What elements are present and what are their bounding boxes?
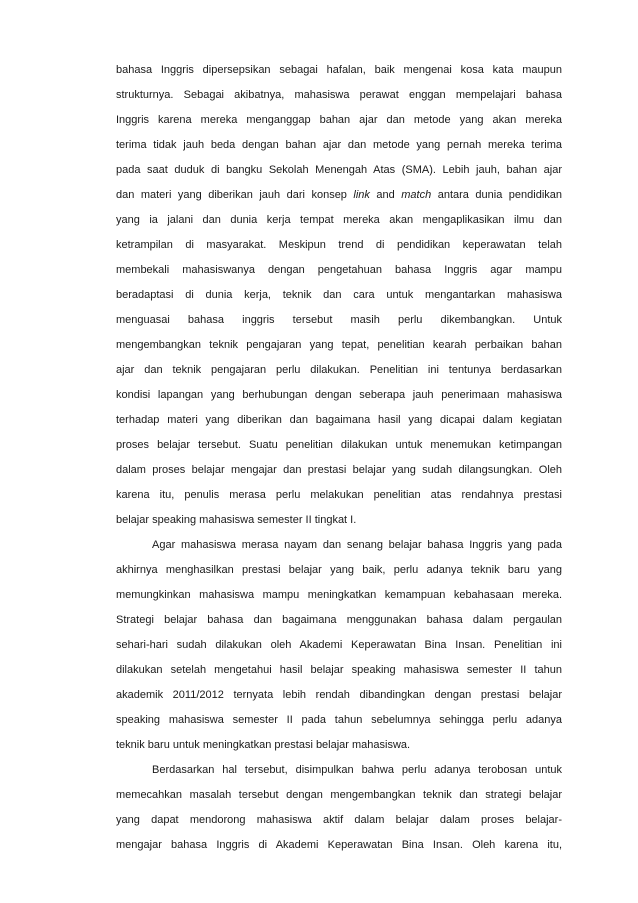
- paragraph-line: terima tidak jauh beda dengan bahan ajar dan metode yang pernah mereka terima: [116, 139, 562, 151]
- italic-term-match: match: [401, 189, 432, 201]
- paragraph-line: sehari-hari sudah dilakukan oleh Akademi Keperawatan Bina Insan. Penelitian ini: [116, 639, 562, 651]
- paragraph-first-line: Berdasarkan hal tersebut, disimpulkan bahwa perlu adanya terobosan untuk: [152, 764, 562, 776]
- paragraph-line: menguasai bahasa inggris tersebut masih perlu dikembangkan. Untuk: [116, 314, 562, 326]
- paragraph-line: karena itu, penulis merasa perlu melakukan penelitian atas rendahnya prestasi: [116, 489, 562, 501]
- paragraph-line: beradaptasi di dunia kerja, teknik dan cara untuk mengantarkan mahasiswa: [116, 289, 562, 301]
- paragraph-line: akademik 2011/2012 ternyata lebih rendah dibandingkan dengan prestasi belajar: [116, 689, 562, 701]
- paragraph-line: belajar speaking mahasiswa semester II tingkat I.: [116, 514, 357, 526]
- paragraph-line: ketrampilan di masyarakat. Meskipun trend di pendidikan keperawatan telah: [116, 239, 562, 251]
- paragraph-line: teknik baru untuk meningkatkan prestasi belajar mahasiswa.: [116, 739, 411, 751]
- paragraph-line: ajar dan teknik pengajaran perlu dilakukan. Penelitian ini tentunya berdasarkan: [116, 364, 562, 376]
- paragraph-line: yang dapat mendorong mahasiswa aktif dalam belajar dalam proses belajar-: [116, 814, 562, 826]
- paragraph-line: memecahkan masalah tersebut dengan mengembangkan teknik dan strategi belajar: [116, 789, 562, 801]
- text-segment: antara dunia pendidikan: [431, 189, 562, 201]
- paragraph-line: kondisi lapangan yang berhubungan dengan seberapa jauh penerimaan mahasiswa: [116, 389, 562, 401]
- paragraph-line: membekali mahasiswanya dengan pengetahuan bahasa Inggris agar mampu: [116, 264, 562, 276]
- text-segment: dan materi yang diberikan jauh dari konsep: [116, 189, 354, 201]
- paragraph-line: memungkinkan mahasiswa mampu meningkatkan kemampuan kebahasaan mereka.: [116, 589, 562, 601]
- paragraph-line: pada saat duduk di bangku Sekolah Menengah Atas (SMA). Lebih jauh, bahan ajar: [116, 164, 562, 176]
- paragraph-line: mengajar bahasa Inggris di Akademi Keperawatan Bina Insan. Oleh karena itu,: [116, 839, 562, 851]
- italic-term-link: link: [353, 189, 370, 201]
- paragraph-line: bahasa Inggris dipersepsikan sebagai hafalan, baik mengenai kosa kata maupun: [116, 64, 562, 76]
- paragraph-first-line: Agar mahasiswa merasa nayam dan senang belajar bahasa Inggris yang pada: [152, 539, 562, 551]
- paragraph-line: strukturnya. Sebagai akibatnya, mahasiswa perawat enggan mempelajari bahasa: [116, 89, 562, 101]
- paragraph-line-with-italics: [116, 187, 562, 203]
- paragraph-line: dalam proses belajar mengajar dan prestasi belajar yang sudah dilangsungkan. Oleh: [116, 464, 562, 476]
- paragraph-line: dilakukan setelah mengetahui hasil belajar speaking mahasiswa semester II tahun: [116, 664, 562, 676]
- paragraph-line: akhirnya menghasilkan prestasi belajar yang baik, perlu adanya teknik baru yang: [116, 564, 562, 576]
- paragraph-line: proses belajar tersebut. Suatu penelitian dilakukan untuk menemukan ketimpangan: [116, 439, 562, 451]
- paragraph-line: yang ia jalani dan dunia kerja tempat mereka akan mengaplikasikan ilmu dan: [116, 214, 562, 226]
- text-segment: and: [369, 189, 402, 201]
- paragraph-line: Strategi belajar bahasa dan bagaimana menggunakan bahasa dalam pergaulan: [116, 614, 562, 626]
- paragraph-line: Inggris karena mereka menganggap bahan ajar dan metode yang akan mereka: [116, 114, 562, 126]
- paragraph-line: terhadap materi yang diberikan dan bagaimana hasil yang dicapai dalam kegiatan: [116, 414, 562, 426]
- paragraph-line: speaking mahasiswa semester II pada tahun sebelumnya sehingga perlu adanya: [116, 714, 562, 726]
- paragraph-line: mengembangkan teknik pengajaran yang tepat, penelitian kearah perbaikan bahan: [116, 339, 562, 351]
- document-page: [116, 62, 562, 882]
